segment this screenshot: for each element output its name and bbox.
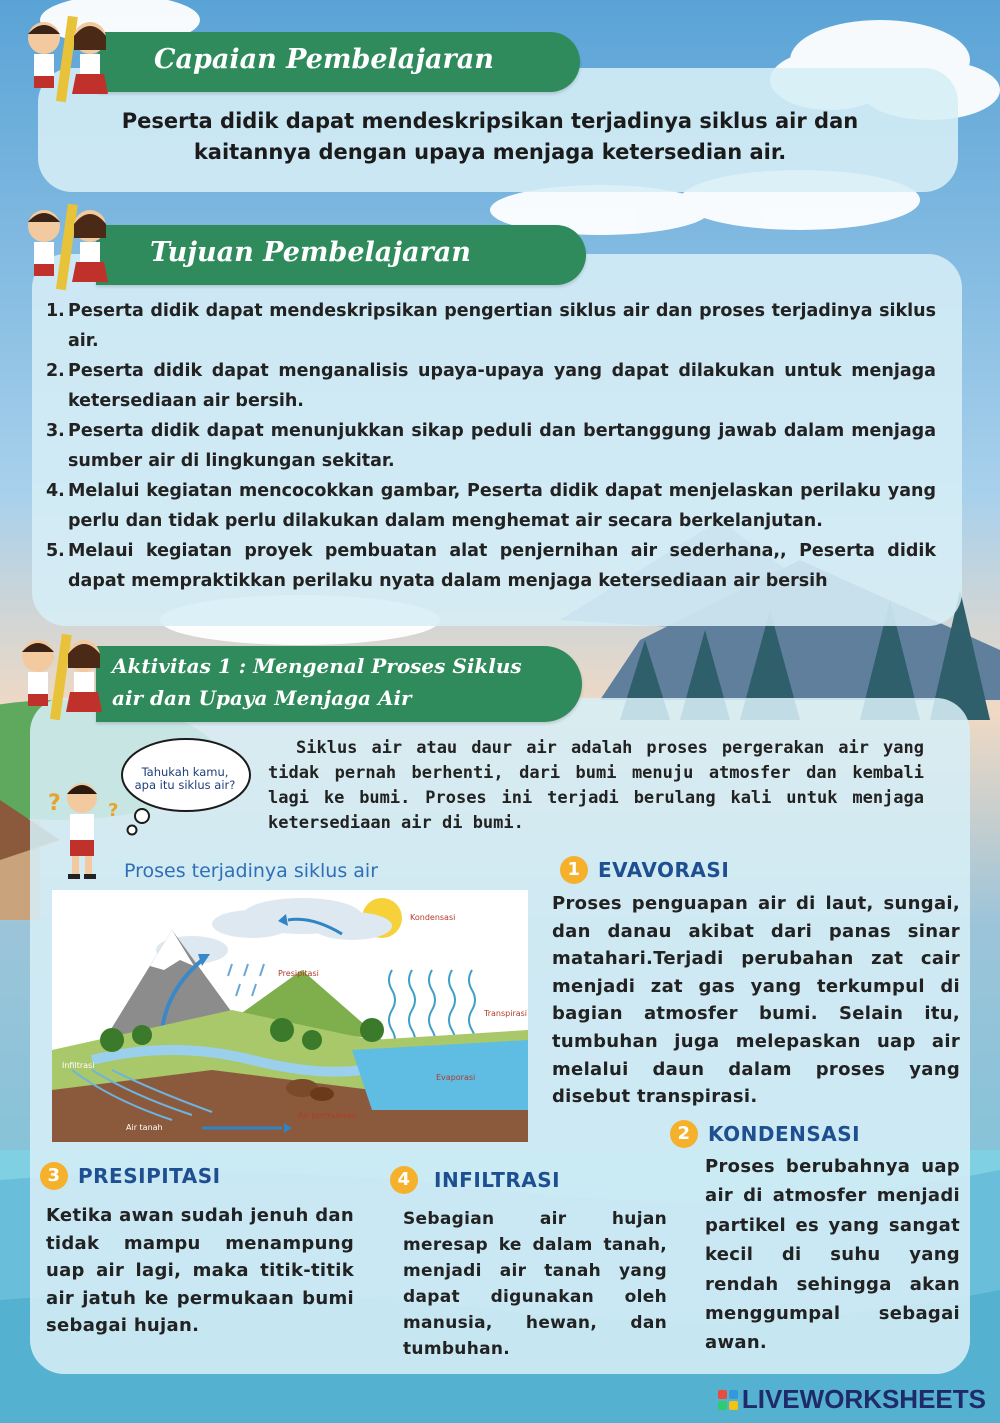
evaporasi-heading [560,856,729,884]
tujuan-item: 2. Peserta didik dapat menganalisis upaya-upaya yang dapat dilakukan untuk menjaga ketersediaan air bersih. [46,361,936,411]
label-infiltrasi: Infiltrasi [62,1061,95,1070]
presipitasi-badge: 3 [40,1162,68,1190]
diagram-title: Proses terjadinya siklus air [124,860,379,882]
water-cycle-diagram [52,890,528,1142]
kondensasi-title: KONDENSASI [708,1122,861,1146]
svg-text:?: ? [108,800,119,821]
liveworksheets-watermark [718,1384,986,1415]
evaporasi-title: EVAVORASI [598,858,730,882]
label-evaporasi: Evaporasi [436,1073,476,1082]
infiltrasi-text: Sebagian air hujan meresap ke dalam tanah, menjadi air tanah yang dapat digunakan oleh manusia, hewan, dan tumbuhan. [403,1209,667,1359]
presipitasi-heading [40,1162,221,1190]
tujuan-item: 5. Melaui kegiatan proyek pembuatan alat penjernihan air sederhana,, Peserta didik dapat mempraktikkan perilaku nyata dalam menjaga ketersediaan air bersih [46,541,936,591]
thinking-boy-icon [40,730,260,885]
tujuan-item: 4. Melalui kegiatan mencocokkan gambar, Peserta didik dapat menjelaskan perilaku yang perlu dan tidak perlu dilakukan dalam menghemat air secara berkelanjutan. [46,481,936,531]
liveworksheets-logo-icon [718,1390,738,1410]
tujuan-banner [96,225,586,285]
capaian-title: Capaian Pembelajaran [154,44,494,75]
presipitasi-title: PRESIPITASI [78,1164,221,1188]
label-kondensasi: Kondensasi [410,913,456,922]
aktivitas-title-line2: air dan Upaya Menjaga Air [112,686,412,710]
label-air-tanah: Air tanah [126,1123,163,1132]
capaian-text: Peserta didik dapat mendeskripsikan terjadinya siklus air dan kaitannya dengan upaya menjaga ketersedian air. [121,109,859,164]
presipitasi-text: Ketika awan sudah jenuh dan tidak mampu menampung uap air lagi, maka titik-titik air jatuh ke permukaan bumi sebagai hujan. [46,1205,354,1336]
infiltrasi-heading [390,1166,560,1194]
label-transpirasi: Transpirasi [484,1009,528,1018]
kondensasi-text: Proses berubahnya uap air di atmosfer menjadi partikel es yang sangat kecil di suhu yang rendah sehingga akan menggumpal sebagai awan. [705,1156,960,1354]
tujuan-item: 1. Peserta didik dapat mendeskripsikan pengertian siklus air dan proses terjadinya siklus air. [46,301,936,351]
infiltrasi-title: INFILTRASI [434,1168,561,1192]
label-air-permukaan: Air permukaan [298,1111,357,1120]
capaian-banner [98,32,580,92]
svg-text:?: ? [48,791,61,816]
evaporasi-badge: 1 [560,856,588,884]
tujuan-title: Tujuan Pembelajaran [150,237,471,268]
tujuan-item: 3. Peserta didik dapat menunjukkan sikap peduli dan bertanggung jawab dalam menjaga sumber air di lingkungan sekitar. [46,421,936,471]
infiltrasi-badge: 4 [390,1166,418,1194]
tujuan-list [46,296,936,596]
kondensasi-heading [670,1120,860,1148]
kids-pencil-icon [10,198,120,294]
label-presipitasi: Presipitasi [278,969,319,978]
kids-pencil-icon [10,10,120,106]
aktivitas-title-line1: Aktivitas 1 : Mengenal Proses Siklus [112,654,522,678]
thinking-bubble-text: Tahukah kamu, apa itu siklus air? [134,765,236,792]
kids-pencil-icon [4,628,114,724]
evaporasi-text: Proses penguapan air di laut, sungai, dan danau akibat dari panas sinar matahari.Terjadi perubahan zat cair menjadi zat gas yang terkumpul di bagian atmosfer bumi. Selain itu, tumbuhan juga melepaskan uap air melalui daun dalam proses yang disebut transpirasi. [552,893,960,1108]
kondensasi-badge: 2 [670,1120,698,1148]
aktivitas-intro: Siklus air atau daur air adalah proses pergerakan air yang tidak pernah berhenti, dari bumi menuju atmosfer dan kembali lagi ke bumi. Proses ini terjadi berulang kali untuk menjaga ketersediaan air di bumi. [268,738,924,833]
aktivitas-banner [96,646,582,722]
watermark-text: LIVEWORKSHEETS [741,1384,986,1414]
